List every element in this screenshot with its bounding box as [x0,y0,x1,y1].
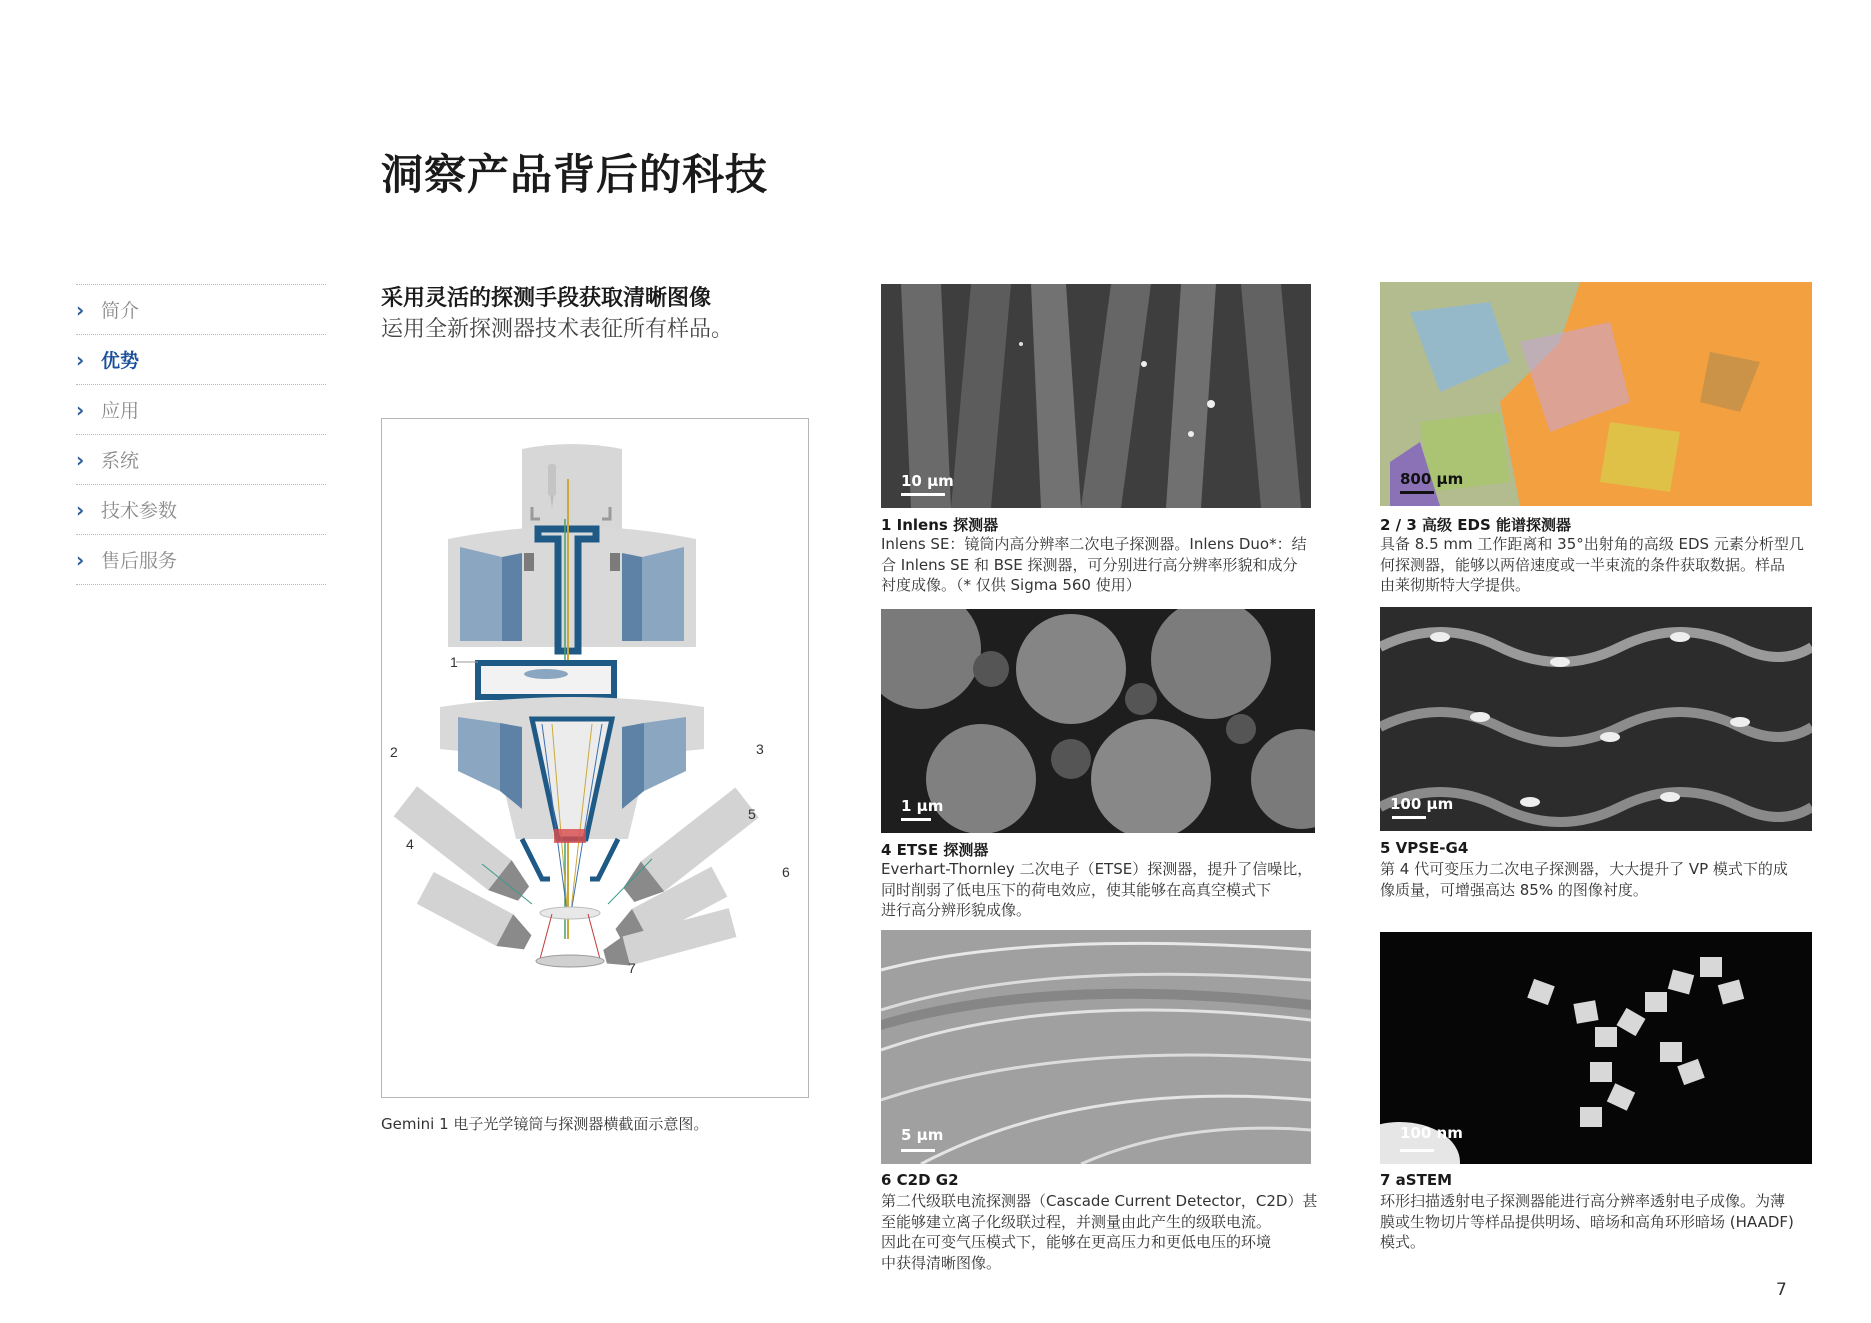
sidebar-item-advantages[interactable] [76,334,326,384]
scale-bar [1400,1149,1434,1152]
caption-title: 7 aSTEM [1380,1171,1452,1189]
diagram-label-6: 6 [782,864,790,880]
caption-line: 中获得清晰图像。 [881,1253,1002,1272]
caption-line: 第二代级联电流探测器（Cascade Current Detector，C2D）甚 [881,1192,1318,1210]
caption-line: 同时削弱了低电压下的荷电效应，使其能够在高真空模式下 [881,880,1272,899]
vpse-micrograph [1380,607,1812,831]
column-diagram [381,418,809,1098]
caption-text [1380,534,1804,596]
c2d-micrograph [881,930,1311,1164]
chevron-right-icon: › [76,497,85,522]
caption-text [1380,1191,1794,1253]
caption-line: 进行高分辨形貌成像。 [881,901,1032,919]
inlens-micrograph [881,284,1311,508]
diagram-caption: Gemini 1 电子光学镜筒与探测器横截面示意图。 [381,1115,709,1133]
sidebar-nav [76,284,326,585]
caption-text [881,534,1307,596]
caption-line: Everhart-Thornley 二次电子（ETSE）探测器，提升了信噪比， [881,860,1313,878]
caption-title: 5 VPSE-G4 [1380,839,1469,857]
sidebar-item-applications[interactable] [76,384,326,434]
sidebar-item-label: 系统 [101,450,140,472]
caption-line: 具备 8.5 mm 工作距离和 35°出射角的高级 EDS 元素分析型几 [1380,535,1804,553]
scale-label: 800 µm [1400,470,1464,488]
chevron-right-icon: › [76,547,85,572]
caption-line: 何探测器，能够以两倍速度或一半束流的条件获取数据。样品 [1380,555,1786,574]
column-cross-section-illustration [382,419,808,1097]
chevron-right-icon: › [76,297,85,322]
scale-label: 10 µm [901,472,954,490]
caption-line: 因此在可变气压模式下，能够在更高压力和更低电压的环境 [881,1233,1272,1251]
etse-micrograph [881,609,1315,833]
chevron-right-icon: › [76,397,85,422]
caption-line: 衬度成像。（* 仅供 Sigma 560 使用） [881,576,1141,594]
caption-line: 第 4 代可变压力二次电子探测器，大大提升了 VP 模式下的成 [1380,860,1788,878]
caption-title: 2 / 3 高级 EDS 能谱探测器 [1380,516,1571,534]
chevron-right-icon: › [76,347,85,372]
sidebar-item-label: 应用 [101,400,140,422]
sidebar-item-system[interactable] [76,434,326,484]
scale-label: 1 µm [901,797,944,815]
sidebar-item-label: 技术参数 [101,500,178,522]
sidebar-item-label: 售后服务 [101,550,178,572]
scale-label: 100 nm [1400,1124,1463,1142]
sidebar-item-service[interactable] [76,534,326,585]
diagram-label-4: 4 [406,836,414,852]
caption-line: 由莱彻斯特大学提供。 [1380,576,1531,594]
diagram-label-3: 3 [756,741,764,757]
scale-label: 5 µm [901,1126,944,1144]
eds-map-image [1380,282,1812,506]
scale-bar [1400,491,1434,494]
sidebar-item-label: 优势 [101,350,140,372]
scale-label: 100 µm [1390,795,1454,813]
diagram-label-7: 7 [628,960,636,976]
page-number: 7 [1776,1280,1787,1300]
diagram-label-5: 5 [748,806,756,822]
diagram-label-2: 2 [390,744,398,760]
caption-line: 模式。 [1380,1233,1426,1251]
caption-text [1380,859,1788,900]
sidebar-item-intro[interactable] [76,284,326,334]
caption-line: 像质量，可增强高达 85% 的图像衬度。 [1380,880,1648,899]
scale-bar [901,493,945,496]
caption-title: 1 Inlens 探测器 [881,516,999,534]
section-subheading: 运用全新探测器技术表征所有样品。 [381,317,734,342]
astem-micrograph [1380,932,1812,1164]
sidebar-item-label: 简介 [101,300,140,322]
chevron-right-icon: › [76,447,85,472]
scale-bar [901,818,931,821]
caption-line: 环形扫描透射电子探测器能进行高分辨率透射电子成像。为薄 [1380,1192,1786,1210]
caption-text [881,1191,1317,1273]
section-heading: 采用灵活的探测手段获取清晰图像 [381,286,712,311]
caption-line: 至能够建立离子化级联过程，并测量由此产生的级联电流。 [881,1212,1272,1231]
caption-line: 膜或生物切片等样品提供明场、暗场和高角环形暗场 (HAADF) [1380,1212,1794,1231]
scale-bar [1392,816,1426,819]
sidebar-item-specs[interactable] [76,484,326,534]
scale-bar [901,1149,935,1152]
caption-line: Inlens SE：镜筒内高分辨率二次电子探测器。Inlens Duo*：结 [881,535,1307,553]
caption-title: 6 C2D G2 [881,1171,959,1189]
caption-line: 合 Inlens SE 和 BSE 探测器，可分别进行高分辨率形貌和成分 [881,555,1298,574]
caption-title: 4 ETSE 探测器 [881,841,989,859]
page-title: 洞察产品背后的科技 [381,150,769,199]
diagram-label-1: 1 [450,654,458,670]
caption-text [881,859,1312,921]
